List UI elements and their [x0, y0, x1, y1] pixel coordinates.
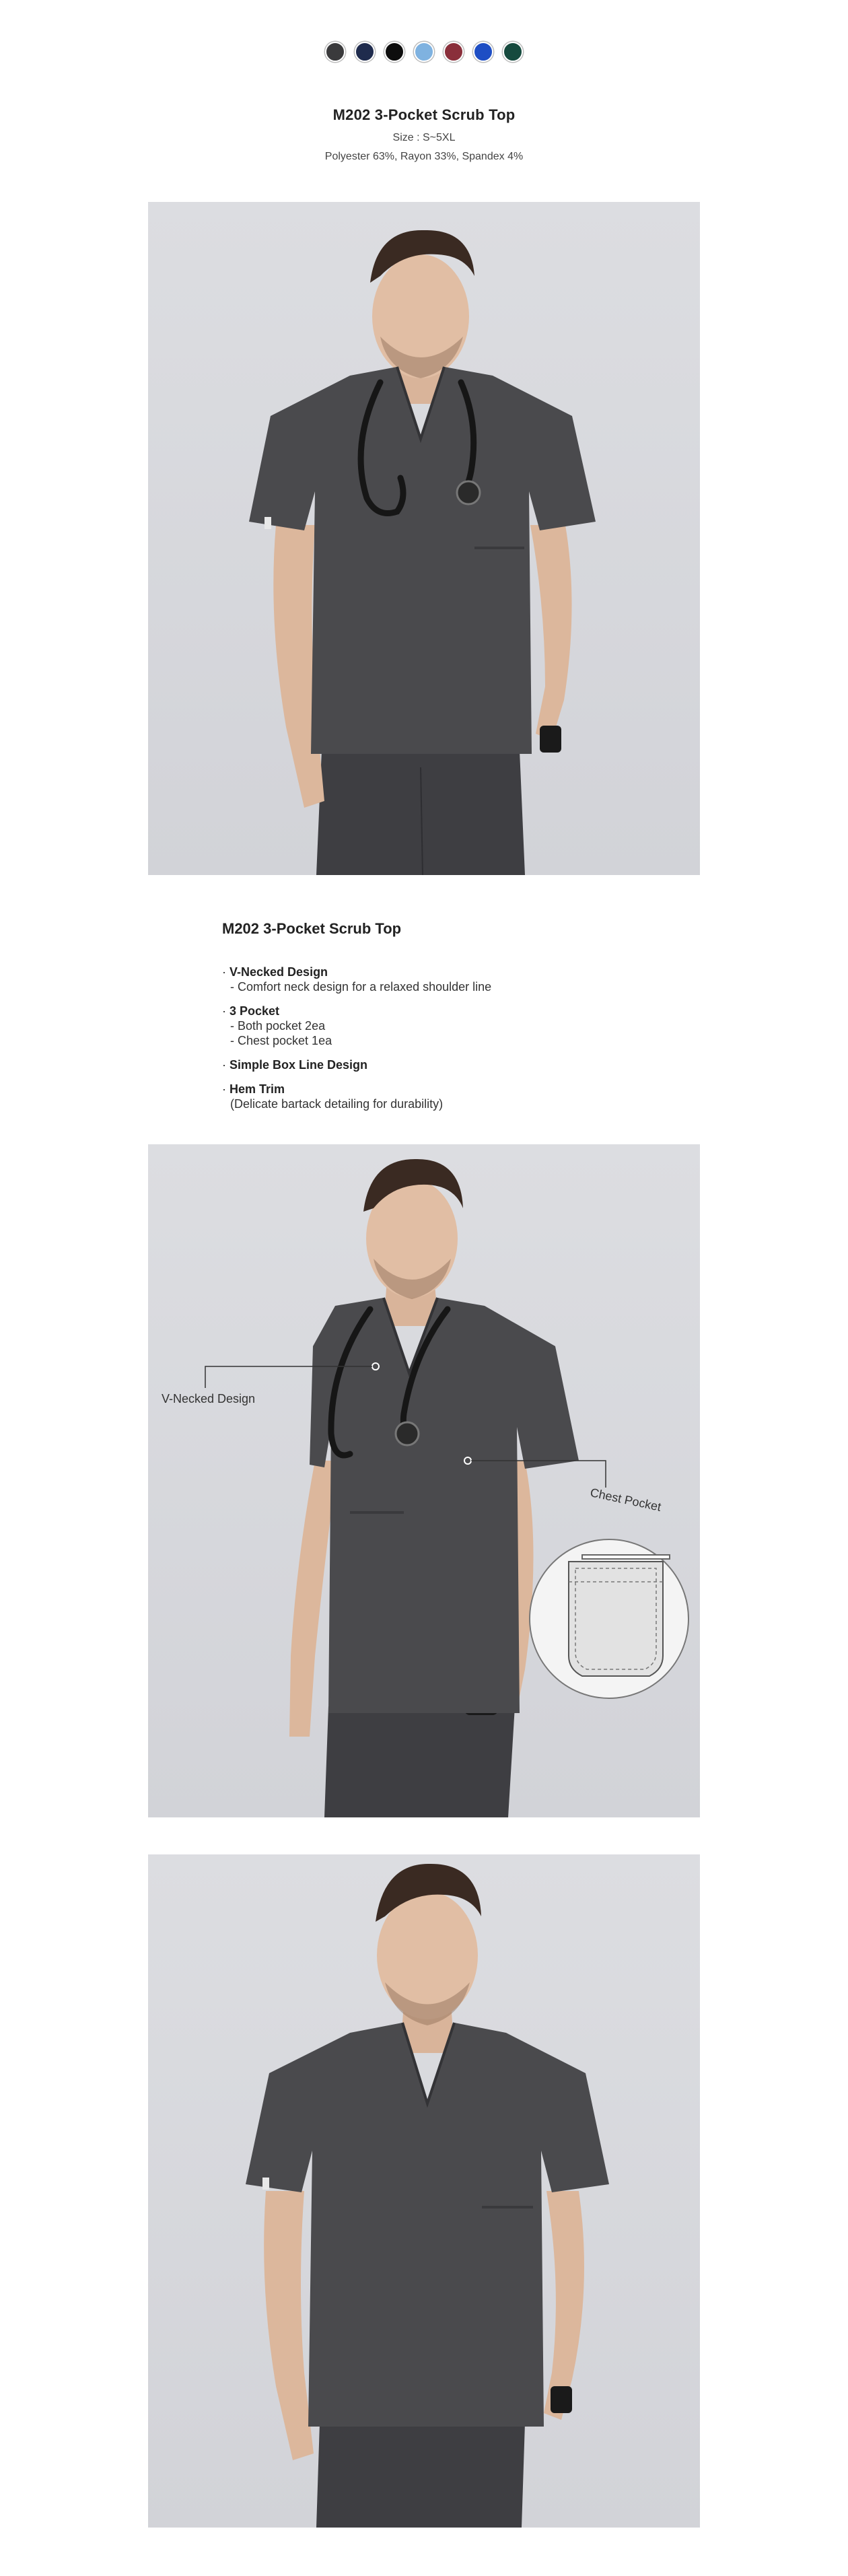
swatch-black[interactable] — [384, 42, 404, 62]
product-title: M202 3-Pocket Scrub Top — [332, 106, 516, 123]
feature-detail: - Comfort neck design for a relaxed shoulder line — [230, 980, 492, 994]
product-photo-detail — [148, 1144, 700, 1817]
model-front-illustration — [148, 202, 700, 875]
product-material: Polyester 63%, Rayon 33%, Spandex 4% — [324, 151, 524, 162]
product-photo-front — [148, 202, 700, 875]
swatch-royal-blue[interactable] — [473, 42, 493, 62]
product-size: Size : S~5XL — [392, 132, 456, 143]
callout-vneck-label: V-Necked Design — [162, 1392, 256, 1405]
product-photo-front-2 — [148, 1854, 700, 2528]
feature-title: V-Necked Design — [229, 965, 328, 979]
swatch-hunter-green[interactable] — [503, 42, 523, 62]
feature-item: · Hem Trim (Delicate bartack detailing for durability) — [222, 1082, 693, 1111]
swatch-charcoal[interactable] — [325, 42, 345, 62]
feature-list — [222, 965, 693, 1111]
feature-title: Simple Box Line Design — [229, 1058, 368, 1072]
description-title: M202 3-Pocket Scrub Top — [222, 920, 402, 937]
feature-title: 3 Pocket — [229, 1004, 280, 1018]
callout-chest-pocket-label: Chest Pocket — [589, 1486, 663, 1514]
model-front-illustration-2 — [148, 1854, 700, 2528]
swatch-navy[interactable] — [355, 42, 375, 62]
feature-detail: - Both pocket 2ea — [230, 1019, 326, 1033]
feature-detail: - Chest pocket 1ea — [230, 1034, 332, 1047]
swatch-ceil-blue[interactable] — [414, 42, 434, 62]
feature-item: · 3 Pocket - Both pocket 2ea - Chest pocket 1ea — [222, 1004, 693, 1048]
product-description — [222, 920, 693, 1121]
color-swatches — [0, 42, 848, 62]
feature-detail: (Delicate bartack detailing for durability) — [230, 1097, 444, 1111]
model-angle-illustration — [148, 1144, 700, 1817]
product-header — [0, 106, 848, 163]
feature-title: Hem Trim — [229, 1082, 285, 1096]
feature-item: · Simple Box Line Design — [222, 1058, 368, 1072]
feature-item: · V-Necked Design - Comfort neck design for a relaxed shoulder line — [222, 965, 693, 994]
swatch-wine[interactable] — [444, 42, 464, 62]
